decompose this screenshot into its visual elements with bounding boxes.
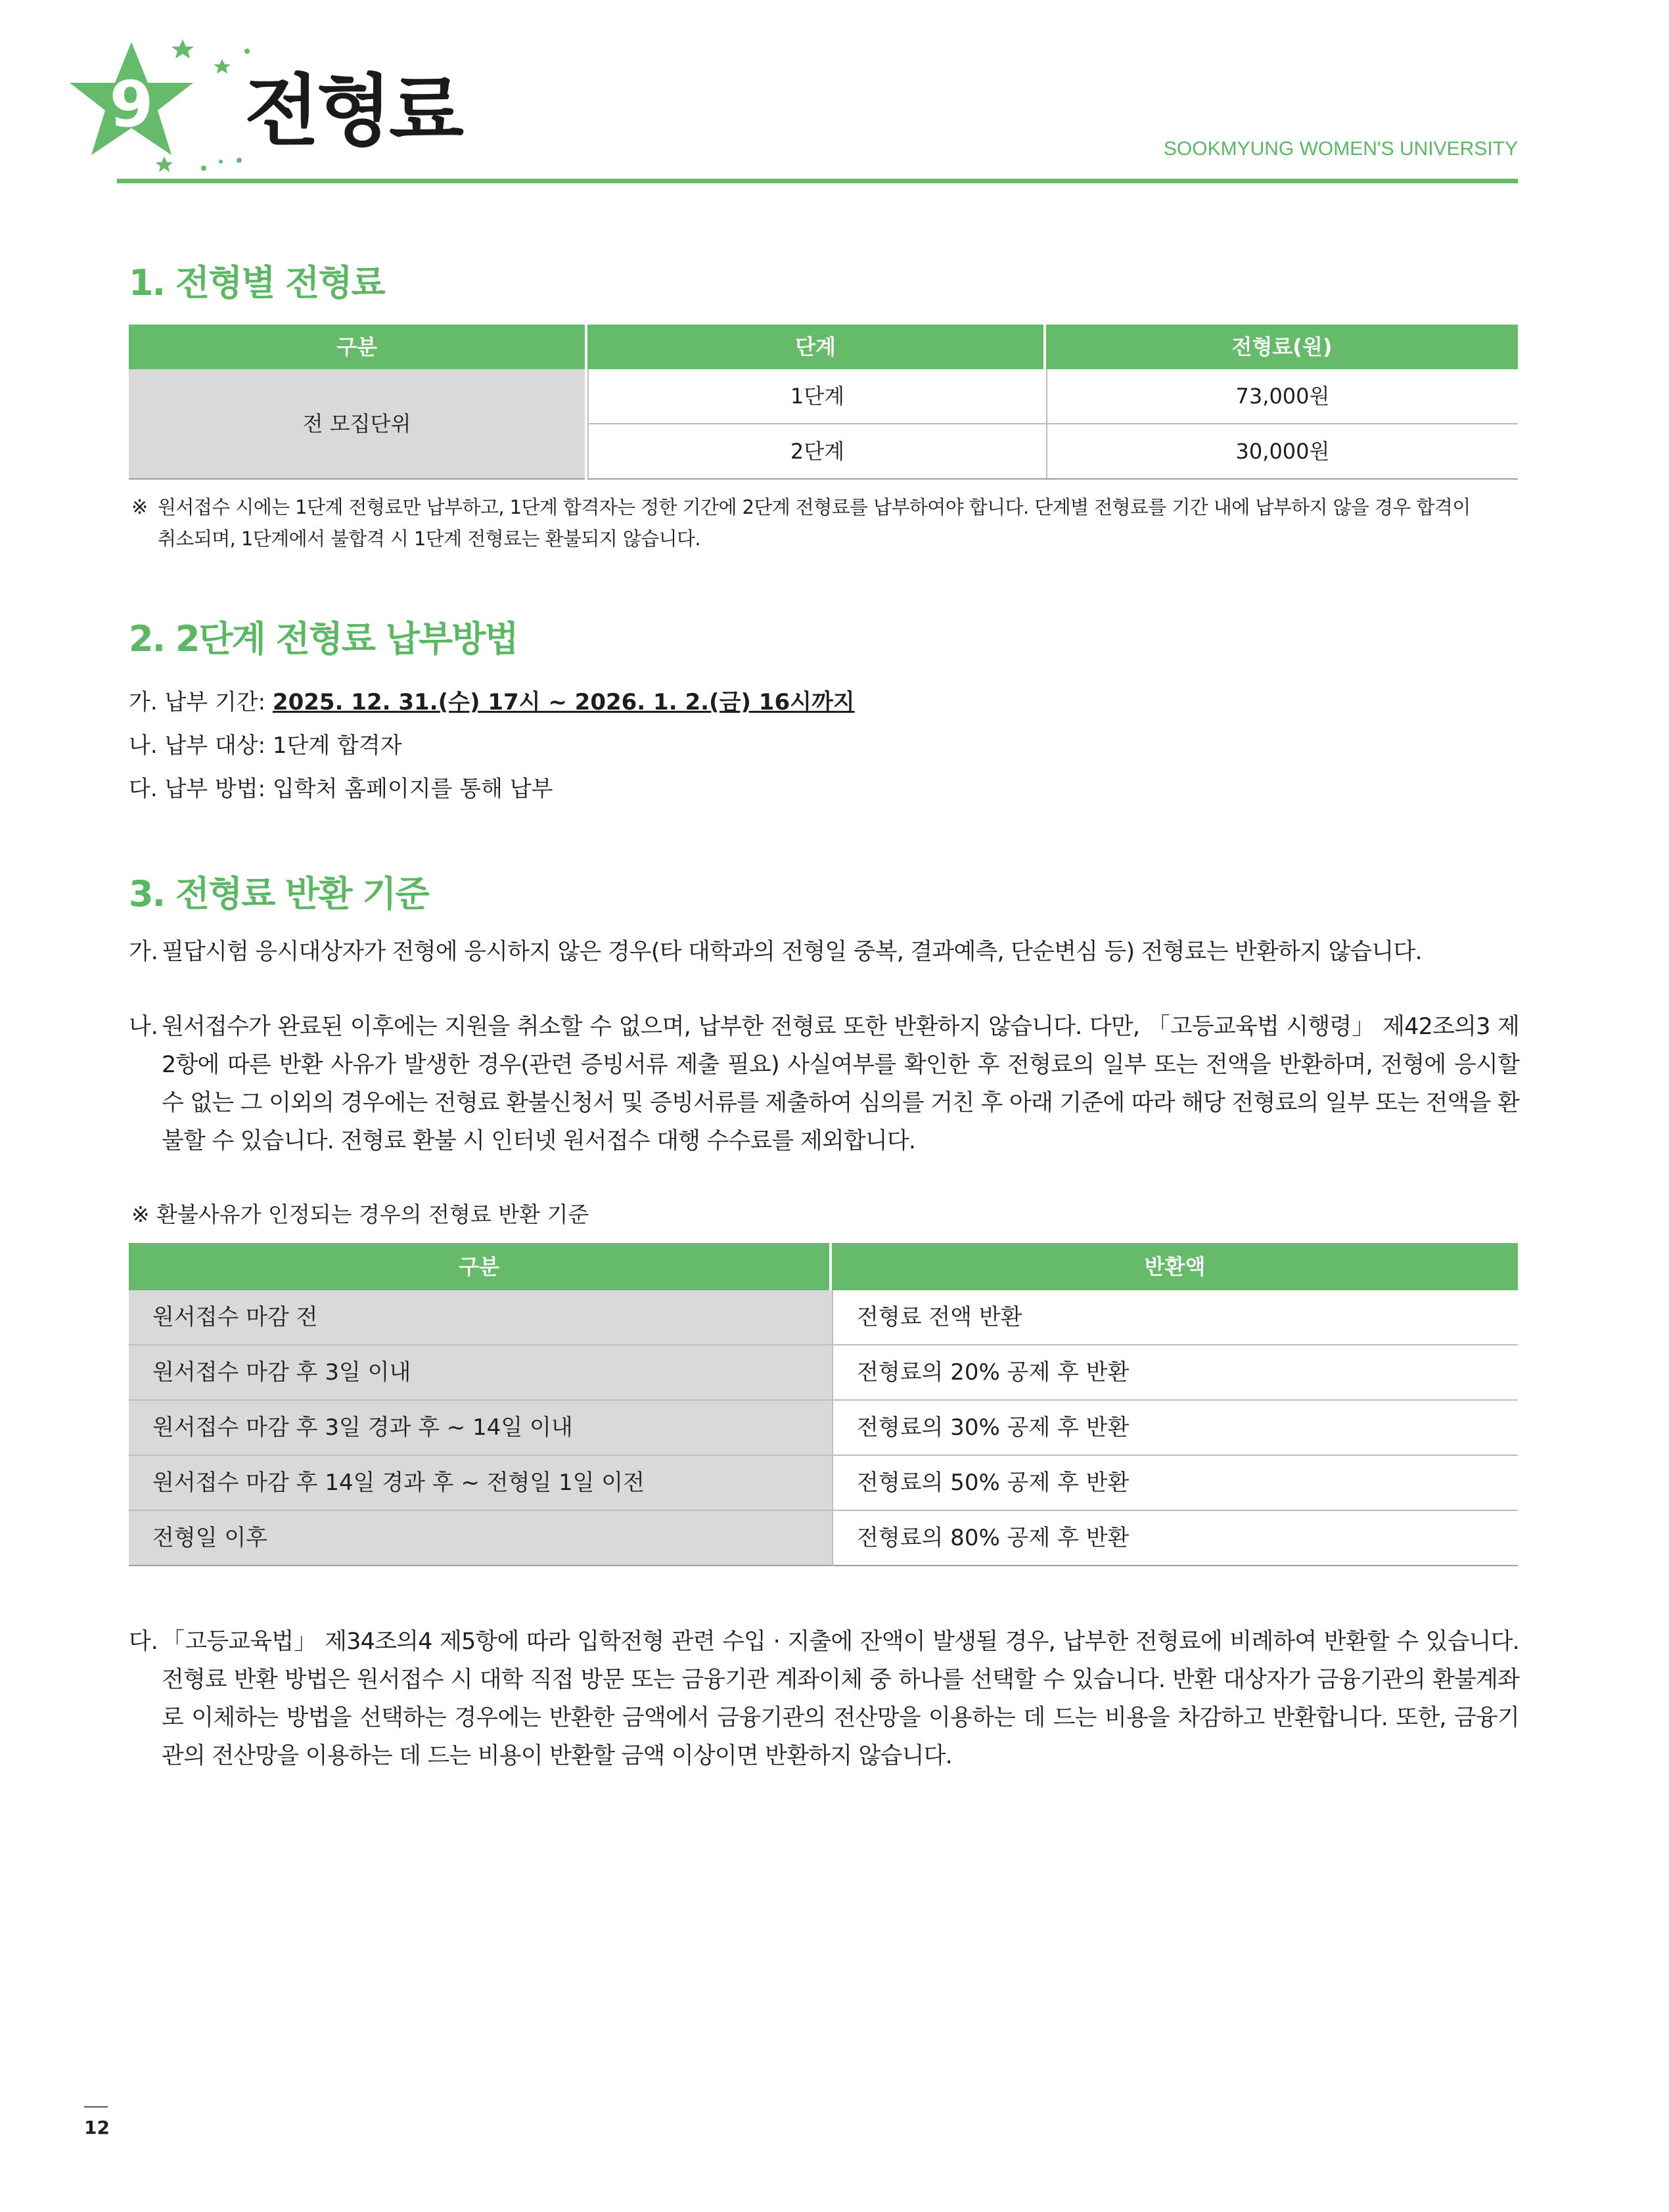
payment-period-value: 2025. 12. 31.(수) 17시 ~ 2026. 1. 2.(금) 16시까지 [272, 689, 855, 715]
university-name: SOOKMYUNG WOMEN'S UNIVERSITY [1163, 138, 1518, 160]
section-1-heading: 1. 전형별 전형료 [129, 262, 384, 304]
chapter-badge [66, 39, 263, 197]
payment-target-label: 나. 납부 대상: [129, 733, 273, 759]
dot-icon [244, 49, 250, 54]
refund-table-header-amount: 반환액 [832, 1243, 1518, 1290]
refund-table-category-cell: 원서접수 마감 후 14일 경과 후 ~ 전형일 1일 이전 [129, 1456, 832, 1511]
refund-table-category-cell: 전형일 이후 [129, 1511, 832, 1566]
refund-table-header-category: 구분 [129, 1243, 829, 1290]
refund-item-da-label: 다. [129, 1629, 158, 1655]
small-star-icon [156, 156, 173, 172]
section-2-heading: 2. 2단계 전형료 납부방법 [129, 618, 518, 660]
refund-item-da-text: 「고등교육법」 제34조의4 제5항에 따라 입학전형 관련 수입 · 지출에 잔액이 발생될 경우, 납부한 전형료에 비례하여 반환할 수 있습니다. 전형료 반환 방법은 원서접수 시 대학 직접 방문 또는 금융기관 계좌이체 중 하나를 선택할 수 있습니다. 반환 대상자가 금융기관의 환불계좌로 이체하는 방법을 선택하는 경우에는 반환한 금액에서 금융기관의 전산망을 이용하는 데 드는 비용을 차감하고 반환합니다. 또한, 금융기관의 전산망을 이용하는 데 드는 비용이 반환할 금액 이상이면 반환하지 않습니다. [162, 1629, 1519, 1769]
refund-item-na-label: 나. [129, 1014, 158, 1040]
page-number: 12 [84, 2117, 110, 2138]
fee-table-group-cell: 전 모집단위 [129, 369, 585, 480]
refund-table-category-cell: 원서접수 마감 전 [129, 1290, 832, 1345]
refund-table-category-cell: 원서접수 마감 후 3일 이내 [129, 1345, 832, 1401]
refund-item-na-text: 원서접수가 완료된 이후에는 지원을 취소할 수 없으며, 납부한 전형료 또한 반환하지 않습니다. 다만, 「고등교육법 시행령」 제42조의3 제2항에 따른 반환 사유가 발생한 경우(관련 증빙서류 제출 필요) 사실여부를 확인한 후 전형료의 일부 또는 전액을 반환하며, 전형에 응시할 수 없는 그 이외의 경우에는 전형료 환불신청서 및 증빙서류를 제출하여 심의를 거친 후 아래 기준에 따라 해당 전형료의 일부 또는 전액을 환불할 수 있습니다. 전형료 환불 시 인터넷 원서접수 대행 수수료를 제외합니다. [162, 1014, 1519, 1154]
fee-table-stage-cell: 1단계 [587, 369, 1046, 424]
chapter-number: 9 [109, 68, 154, 141]
refund-table-note: ※ 환불사유가 인정되는 경우의 전형료 반환 기준 [131, 1202, 589, 1227]
dot-icon [201, 166, 206, 171]
refund-table-amount-cell: 전형료의 30% 공제 후 반환 [832, 1401, 1518, 1456]
refund-item-na [129, 1008, 1519, 1160]
payment-method-label: 다. 납부 방법: [129, 776, 273, 802]
refund-table-amount-cell: 전형료의 80% 공제 후 반환 [832, 1511, 1518, 1566]
dot-icon [219, 160, 223, 164]
refund-table-amount-cell: 전형료의 50% 공제 후 반환 [832, 1456, 1518, 1511]
payment-method [129, 778, 553, 800]
payment-period-label: 가. 납부 기간: [129, 689, 273, 715]
payment-target-value: 1단계 합격자 [272, 733, 402, 759]
refund-table-amount-cell: 전형료의 20% 공제 후 반환 [832, 1345, 1518, 1401]
small-star-icon [214, 59, 231, 74]
refund-item-ga [129, 933, 1519, 971]
fee-table-header-category: 구분 [129, 325, 585, 369]
fee-table-header-stage: 단계 [587, 325, 1043, 369]
fee-note-line-2: 취소되며, 1단계에서 불합격 시 1단계 전형료는 환불되지 않습니다. [158, 528, 701, 550]
fee-table-fee-cell: 30,000원 [1046, 424, 1518, 480]
small-star-icon [171, 39, 194, 58]
page-number-divider [84, 2106, 108, 2108]
section-3-heading: 3. 전형료 반환 기준 [129, 873, 428, 914]
payment-target [129, 734, 402, 757]
fee-table-fee-cell: 73,000원 [1046, 369, 1518, 424]
refund-table-amount-cell: 전형료 전액 반환 [832, 1290, 1518, 1345]
refund-table-category-cell: 원서접수 마감 후 3일 경과 후 ~ 14일 이내 [129, 1401, 832, 1456]
refund-item-da [129, 1623, 1519, 1775]
header-divider [117, 179, 1518, 183]
chapter-title: 전형료 [244, 66, 461, 156]
fee-note-line-1: 원서접수 시에는 1단계 전형료만 납부하고, 1단계 합격자는 정한 기간에 2단계 전형료를 납부하여야 합니다. 단계별 전형료를 기간 내에 납부하지 않을 경우 합격이 [158, 496, 1471, 518]
refund-item-ga-label: 가. [129, 939, 158, 965]
fee-table-header-fee: 전형료(원) [1046, 325, 1518, 369]
payment-method-value: 입학처 홈페이지를 통해 납부 [272, 776, 553, 802]
fee-table-stage-cell: 2단계 [587, 424, 1046, 480]
payment-period [129, 691, 855, 713]
refund-item-ga-text: 필답시험 응시대상자가 전형에 응시하지 않은 경우(타 대학과의 전형일 중복, 결과예측, 단순변심 등) 전형료는 반환하지 않습니다. [162, 939, 1422, 965]
dot-icon [237, 158, 242, 163]
note-mark: ※ [131, 496, 149, 519]
